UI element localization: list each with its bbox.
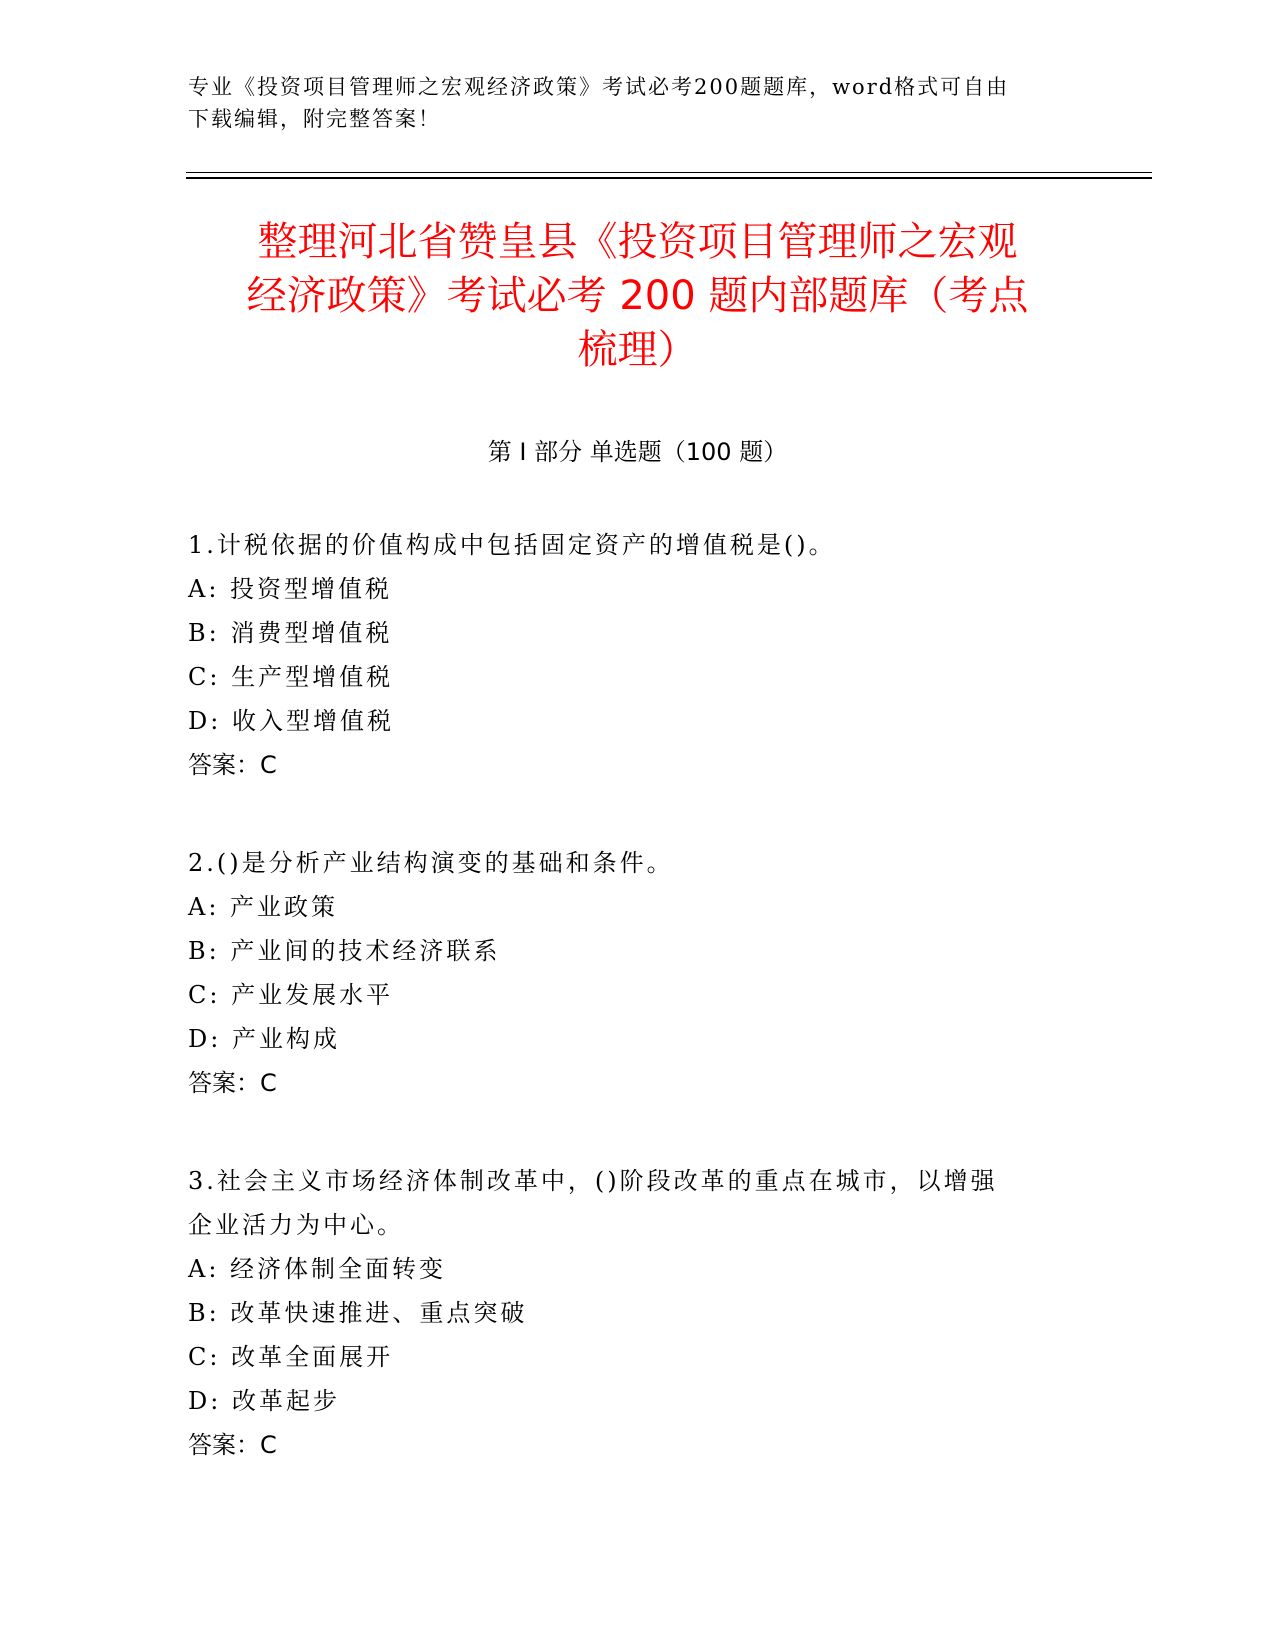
section-title: 第 I 部分 单选题（100 题）	[487, 438, 788, 466]
question-2-stem: 2.()是分析产业结构演变的基础和条件。	[188, 849, 674, 877]
question-2-option-c: C: 产业发展水平	[188, 981, 394, 1009]
header-line-2: 下载编辑，附完整答案！	[188, 107, 441, 131]
title-line-2: 经济政策》考试必考 200 题内部题库（考点	[246, 273, 1029, 319]
question-2-option-b: B: 产业间的技术经济联系	[188, 937, 501, 965]
question-3-stem-line-1: 3.社会主义市场经济体制改革中，()阶段改革的重点在城市，以增强	[188, 1167, 998, 1195]
question-1-option-d: D: 收入型增值税	[188, 707, 394, 735]
question-2-option-d: D: 产业构成	[188, 1025, 340, 1053]
question-1-stem: 1.计税依据的价值构成中包括固定资产的增值税是()。	[188, 531, 836, 559]
question-1-option-c: C: 生产型增值税	[188, 663, 394, 691]
question-3-answer: 答案：C	[188, 1431, 277, 1459]
question-1-option-b: B: 消费型增值税	[188, 619, 393, 647]
title-line-3: 梳理）	[577, 327, 698, 373]
header-line-1: 专业《投资项目管理师之宏观经济政策》考试必考200题题库，word格式可自由	[188, 75, 1010, 99]
question-3-stem-line-2: 企业活力为中心。	[188, 1211, 404, 1239]
question-2-option-a: A: 产业政策	[188, 893, 339, 921]
title-line-1: 整理河北省赞皇县《投资项目管理师之宏观	[257, 219, 1018, 265]
question-1-answer: 答案：C	[188, 751, 277, 779]
header-rule-thin	[186, 172, 1152, 173]
question-3-option-b: B: 改革快速推进、重点突破	[188, 1299, 528, 1327]
question-3-option-d: D: 改革起步	[188, 1387, 340, 1415]
question-1-option-a: A: 投资型增值税	[188, 575, 393, 603]
question-2-answer: 答案：C	[188, 1069, 277, 1097]
header-rule-thick	[186, 177, 1152, 179]
question-3-option-a: A: 经济体制全面转变	[188, 1255, 447, 1283]
question-3-option-c: C: 改革全面展开	[188, 1343, 394, 1371]
